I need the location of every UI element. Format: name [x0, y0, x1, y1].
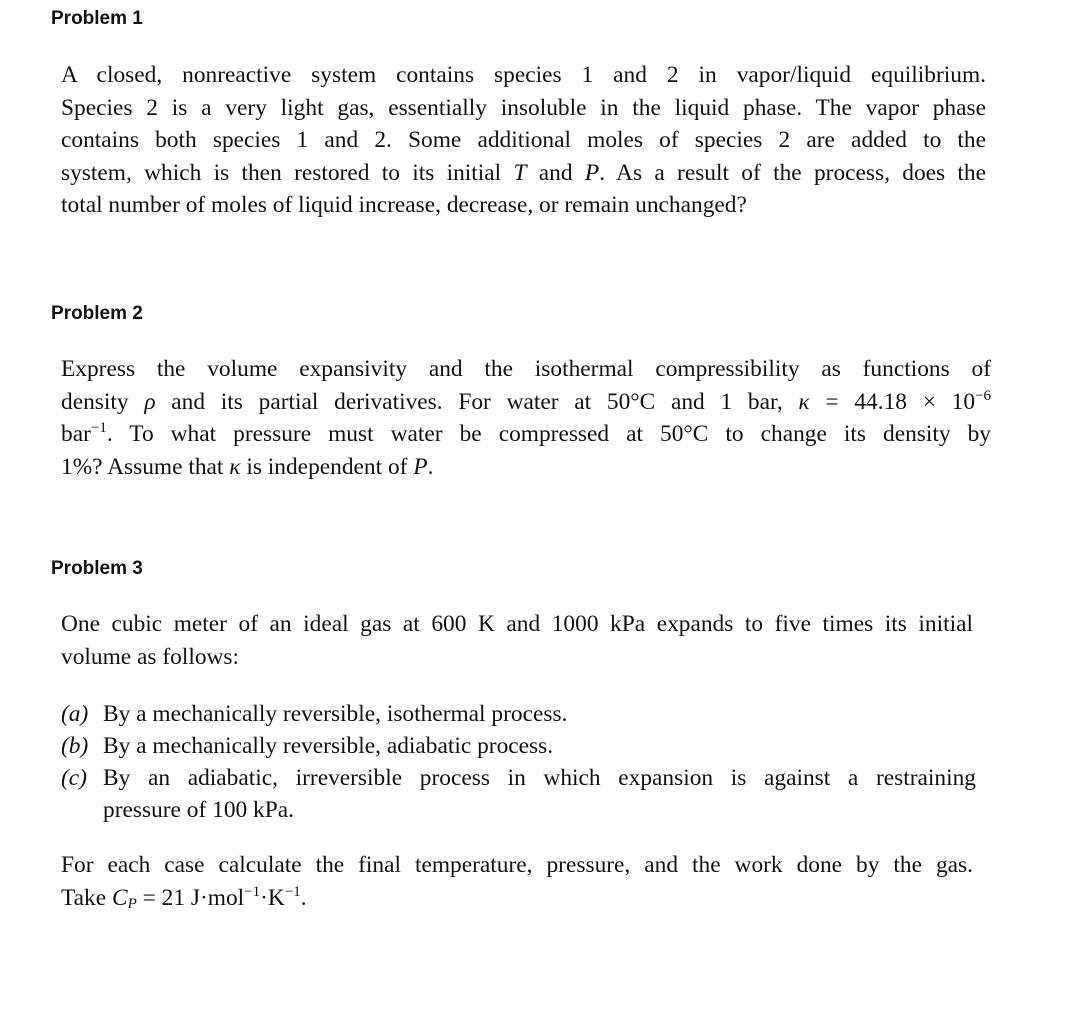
problem-1-heading: Problem 1: [51, 8, 143, 29]
case-c-text-line-2: pressure of 100 kPa.: [103, 797, 294, 823]
problem-2-line-4: 1%? Assume that κ is independent of P.: [61, 453, 434, 480]
pressure-symbol: P: [584, 159, 600, 186]
problem-1-line-4: system, which is then restored to its initial T and P. As a result of the process, does the: [61, 159, 987, 186]
case-c: [61, 762, 976, 826]
temperature-symbol: T: [513, 159, 527, 186]
problem-3-intro-line-2: volume as follows:: [61, 643, 240, 670]
problem-3-outro-line-1: For each case calculate the final temperature, pressure, and the work done by the gas.: [61, 852, 973, 878]
kappa-symbol: κ: [798, 388, 810, 415]
problem-3-intro-line-1: One cubic meter of an ideal gas at 600 K and 1000 kPa expands to five times its initial: [61, 611, 973, 637]
problem-2-text: [61, 353, 991, 483]
rho-symbol: ρ: [144, 388, 156, 415]
problem-2-line-3: bar$^{-1}$. To what pressure must water be compressed at 50°C to change its density by: [61, 420, 991, 447]
case-a: [61, 698, 976, 730]
pressure-symbol-2: P: [413, 453, 428, 480]
problem-1-line-3: contains both species 1 and 2. Some additional moles of species 2 are added to the: [61, 127, 986, 153]
problem-3-outro-line-2: Take $C_P = 21$ $J\cdot mol^{-1}\cdot K^{-1}$.: [61, 883, 307, 912]
problem-1-line-5: total number of moles of liquid increase, decrease, or remain unchanged?: [61, 192, 747, 218]
problem-2-line-2: density ρ and its partial derivatives. For water at 50°C and 1 bar, $\kappa = 44.18 \times 10^{-6}$: [61, 387, 991, 415]
case-b-label: (b): [61, 733, 89, 759]
kappa-symbol-2: κ: [229, 453, 241, 480]
problem-3-intro: [61, 608, 973, 673]
case-c-text-line-1: By an adiabatic, irreversible process in which expansion is against a restraining: [103, 765, 976, 791]
problem-1-line-1: A closed, nonreactive system contains species 1 and 2 in vapor/liquid equilibrium.: [61, 62, 986, 88]
problem-2-heading: Problem 2: [51, 303, 143, 324]
problem-3-heading: Problem 3: [51, 558, 143, 579]
case-c-label: (c): [61, 765, 87, 791]
problem-2-line-1: Express the volume expansivity and the isothermal compressibility as functions of: [61, 356, 991, 382]
case-b: [61, 730, 976, 762]
problem-1-text: [61, 59, 986, 222]
problem-1-line-2: Species 2 is a very light gas, essentially insoluble in the liquid phase. The vapor phase: [61, 94, 986, 121]
problem-3-cases-list: [61, 698, 976, 826]
case-a-text: By a mechanically reversible, isothermal process.: [103, 701, 568, 727]
problem-3-outro: [61, 849, 973, 914]
case-a-label: (a): [61, 701, 89, 727]
case-b-text: By a mechanically reversible, adiabatic process.: [103, 733, 554, 759]
heat-capacity-symbol: C: [111, 884, 128, 911]
